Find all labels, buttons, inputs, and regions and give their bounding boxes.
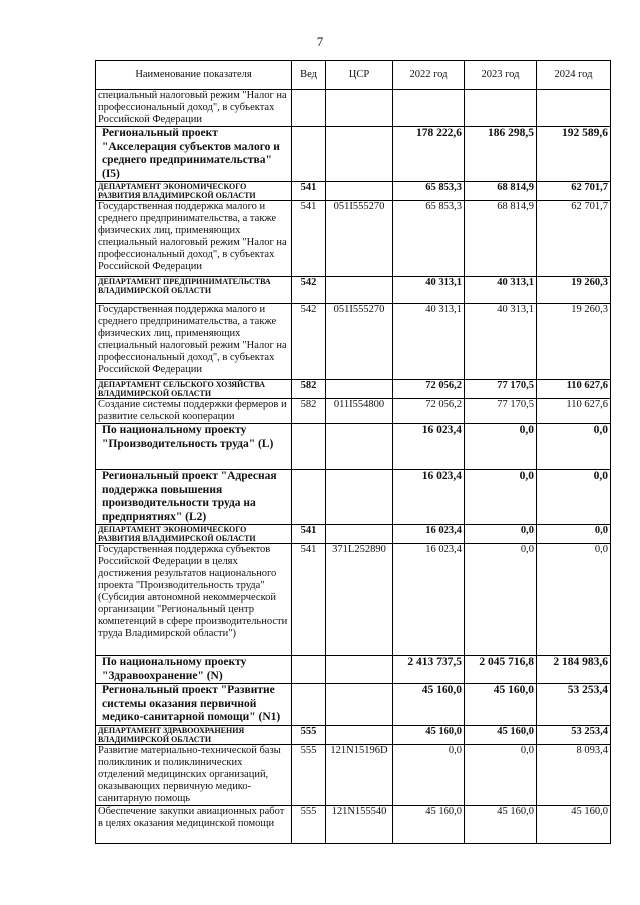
cell-value-2024: 8 093,4 xyxy=(537,744,611,805)
cell-value-2022: 72 056,2 xyxy=(393,399,465,424)
header-2022: 2022 год xyxy=(393,61,465,90)
cell-csr xyxy=(326,656,393,684)
cell-value-2022: 0,0 xyxy=(393,744,465,805)
cell-value-2024: 0,0 xyxy=(537,525,611,544)
cell-value-2024: 19 260,3 xyxy=(537,277,611,304)
cell-csr xyxy=(326,525,393,544)
cell-value-2022: 65 853,3 xyxy=(393,201,465,277)
cell-value-2023: 0,0 xyxy=(465,525,537,544)
cell-value-2024: 45 160,0 xyxy=(537,805,611,843)
cell-csr xyxy=(326,380,393,399)
cell-ved: 555 xyxy=(292,744,326,805)
cell-value-2024: 110 627,6 xyxy=(537,399,611,424)
cell-ved: 542 xyxy=(292,277,326,304)
cell-value-2023: 186 298,5 xyxy=(465,127,537,182)
cell-value-2022: 2 413 737,5 xyxy=(393,656,465,684)
cell-name: ДЕПАРТАМЕНТ СЕЛЬСКОГО ХОЗЯЙСТВА ВЛАДИМИРСКОЙ ОБЛАСТИ xyxy=(96,380,292,399)
cell-name: ДЕПАРТАМЕНТ ПРЕДПРИНИМАТЕЛЬСТВА ВЛАДИМИРСКОЙ ОБЛАСТИ xyxy=(96,277,292,304)
table-row xyxy=(96,656,611,684)
cell-value-2024: 192 589,6 xyxy=(537,127,611,182)
cell-value-2022: 16 023,4 xyxy=(393,525,465,544)
cell-csr xyxy=(326,127,393,182)
cell-ved xyxy=(292,656,326,684)
cell-ved: 555 xyxy=(292,725,326,744)
cell-name: специальный налоговый режим "Налог на профессиональный доход", в субъектах Российской Федерации xyxy=(96,90,292,127)
cell-name: Государственная поддержка малого и среднего предпринимательства, а также физических лиц, применяющих специальный налоговый режим "Налог на профессиональный доход", в субъектах Российской Федерации xyxy=(96,304,292,380)
cell-value-2022: 45 160,0 xyxy=(393,805,465,843)
cell-ved: 541 xyxy=(292,544,326,656)
cell-value-2024: 53 253,4 xyxy=(537,684,611,726)
cell-name: По национальному проекту "Производительность труда" (L) xyxy=(96,424,292,470)
cell-value-2022: 178 222,6 xyxy=(393,127,465,182)
cell-csr xyxy=(326,470,393,525)
table-header-row xyxy=(96,61,611,90)
cell-value-2024: 53 253,4 xyxy=(537,725,611,744)
cell-value-2023: 0,0 xyxy=(465,744,537,805)
cell-ved: 542 xyxy=(292,304,326,380)
cell-name: Государственная поддержка малого и среднего предпринимательства, а также физических лиц, применяющих специальный налоговый режим "Налог на профессиональный доход", в субъектах Российской Федерации xyxy=(96,201,292,277)
cell-value-2023: 0,0 xyxy=(465,424,537,470)
cell-value-2023: 2 045 716,8 xyxy=(465,656,537,684)
cell-ved xyxy=(292,127,326,182)
cell-value-2023: 45 160,0 xyxy=(465,805,537,843)
cell-value-2023: 68 814,9 xyxy=(465,201,537,277)
cell-csr xyxy=(326,182,393,201)
table-body xyxy=(96,90,611,844)
cell-value-2022 xyxy=(393,90,465,127)
cell-name: Создание системы поддержки фермеров и развитие сельской кооперации xyxy=(96,399,292,424)
cell-value-2024: 0,0 xyxy=(537,544,611,656)
cell-value-2022: 40 313,1 xyxy=(393,304,465,380)
table-row xyxy=(96,805,611,843)
table-row xyxy=(96,744,611,805)
cell-value-2023: 0,0 xyxy=(465,544,537,656)
cell-ved: 555 xyxy=(292,805,326,843)
cell-value-2022: 65 853,3 xyxy=(393,182,465,201)
table-row xyxy=(96,525,611,544)
cell-name: По национальному проекту "Здравоохранение" (N) xyxy=(96,656,292,684)
page-number: 7 xyxy=(316,34,324,49)
table-row xyxy=(96,127,611,182)
cell-value-2022: 16 023,4 xyxy=(393,424,465,470)
cell-value-2023: 0,0 xyxy=(465,470,537,525)
cell-ved: 582 xyxy=(292,399,326,424)
cell-value-2024: 110 627,6 xyxy=(537,380,611,399)
cell-value-2022: 16 023,4 xyxy=(393,470,465,525)
table-row xyxy=(96,90,611,127)
table-row xyxy=(96,277,611,304)
cell-value-2024: 19 260,3 xyxy=(537,304,611,380)
cell-value-2024 xyxy=(537,90,611,127)
cell-csr: 051I555270 xyxy=(326,201,393,277)
cell-value-2023: 45 160,0 xyxy=(465,684,537,726)
cell-name: Региональный проект "Развитие системы оказания первичной медико-санитарной помощи" (N1) xyxy=(96,684,292,726)
table-row xyxy=(96,684,611,726)
table-row xyxy=(96,201,611,277)
header-csr: ЦСР xyxy=(326,61,393,90)
table-row xyxy=(96,304,611,380)
table-row xyxy=(96,725,611,744)
cell-value-2024: 0,0 xyxy=(537,470,611,525)
cell-name: Развитие материально-технической базы поликлиник и поликлинических отделений медицинских организаций, оказывающих первичную медико-санитарную помощь xyxy=(96,744,292,805)
cell-value-2023: 77 170,5 xyxy=(465,399,537,424)
cell-csr xyxy=(326,277,393,304)
cell-value-2022: 16 023,4 xyxy=(393,544,465,656)
cell-name: ДЕПАРТАМЕНТ ЗДРАВООХРАНЕНИЯ ВЛАДИМИРСКОЙ ОБЛАСТИ xyxy=(96,725,292,744)
budget-table xyxy=(95,60,611,844)
cell-value-2022: 72 056,2 xyxy=(393,380,465,399)
cell-ved xyxy=(292,90,326,127)
cell-value-2024: 62 701,7 xyxy=(537,182,611,201)
cell-value-2024: 0,0 xyxy=(537,424,611,470)
cell-name: Государственная поддержка субъектов Российской Федерации в целях достижения результатов национального проекта "Производительность труда" (Субсидия автономной некоммерческой организации "Региональный центр компетенций в сфере производительности труда Владимирской области") xyxy=(96,544,292,656)
table-row xyxy=(96,399,611,424)
cell-ved: 541 xyxy=(292,182,326,201)
table-row xyxy=(96,544,611,656)
table-row xyxy=(96,182,611,201)
cell-csr xyxy=(326,725,393,744)
cell-value-2023: 40 313,1 xyxy=(465,304,537,380)
cell-csr: 051I555270 xyxy=(326,304,393,380)
cell-value-2023: 77 170,5 xyxy=(465,380,537,399)
cell-csr xyxy=(326,90,393,127)
cell-value-2023 xyxy=(465,90,537,127)
cell-name: ДЕПАРТАМЕНТ ЭКОНОМИЧЕСКОГО РАЗВИТИЯ ВЛАДИМИРСКОЙ ОБЛАСТИ xyxy=(96,182,292,201)
cell-name: ДЕПАРТАМЕНТ ЭКОНОМИЧЕСКОГО РАЗВИТИЯ ВЛАДИМИРСКОЙ ОБЛАСТИ xyxy=(96,525,292,544)
header-2024: 2024 год xyxy=(537,61,611,90)
header-name: Наименование показателя xyxy=(96,61,292,90)
cell-ved xyxy=(292,424,326,470)
cell-value-2023: 45 160,0 xyxy=(465,725,537,744)
cell-value-2023: 68 814,9 xyxy=(465,182,537,201)
cell-name: Обеспечение закупки авиационных работ в целях оказания медицинской помощи xyxy=(96,805,292,843)
cell-value-2024: 62 701,7 xyxy=(537,201,611,277)
cell-ved xyxy=(292,684,326,726)
cell-value-2022: 45 160,0 xyxy=(393,684,465,726)
cell-ved xyxy=(292,470,326,525)
table-row xyxy=(96,470,611,525)
cell-value-2024: 2 184 983,6 xyxy=(537,656,611,684)
cell-value-2022: 45 160,0 xyxy=(393,725,465,744)
cell-ved: 582 xyxy=(292,380,326,399)
header-2023: 2023 год xyxy=(465,61,537,90)
cell-value-2022: 40 313,1 xyxy=(393,277,465,304)
cell-name: Региональный проект "Акселерация субъектов малого и среднего предпринимательства" (I5) xyxy=(96,127,292,182)
cell-csr xyxy=(326,424,393,470)
cell-ved: 541 xyxy=(292,525,326,544)
table-row xyxy=(96,380,611,399)
cell-value-2023: 40 313,1 xyxy=(465,277,537,304)
cell-csr: 011I554800 xyxy=(326,399,393,424)
cell-csr xyxy=(326,684,393,726)
cell-csr: 371L252890 xyxy=(326,544,393,656)
cell-csr: 121N155540 xyxy=(326,805,393,843)
cell-csr: 121N15196D xyxy=(326,744,393,805)
cell-name: Региональный проект "Адресная поддержка повышения производительности труда на предприятиях" (L2) xyxy=(96,470,292,525)
cell-ved: 541 xyxy=(292,201,326,277)
header-ved: Вед xyxy=(292,61,326,90)
table-row xyxy=(96,424,611,470)
